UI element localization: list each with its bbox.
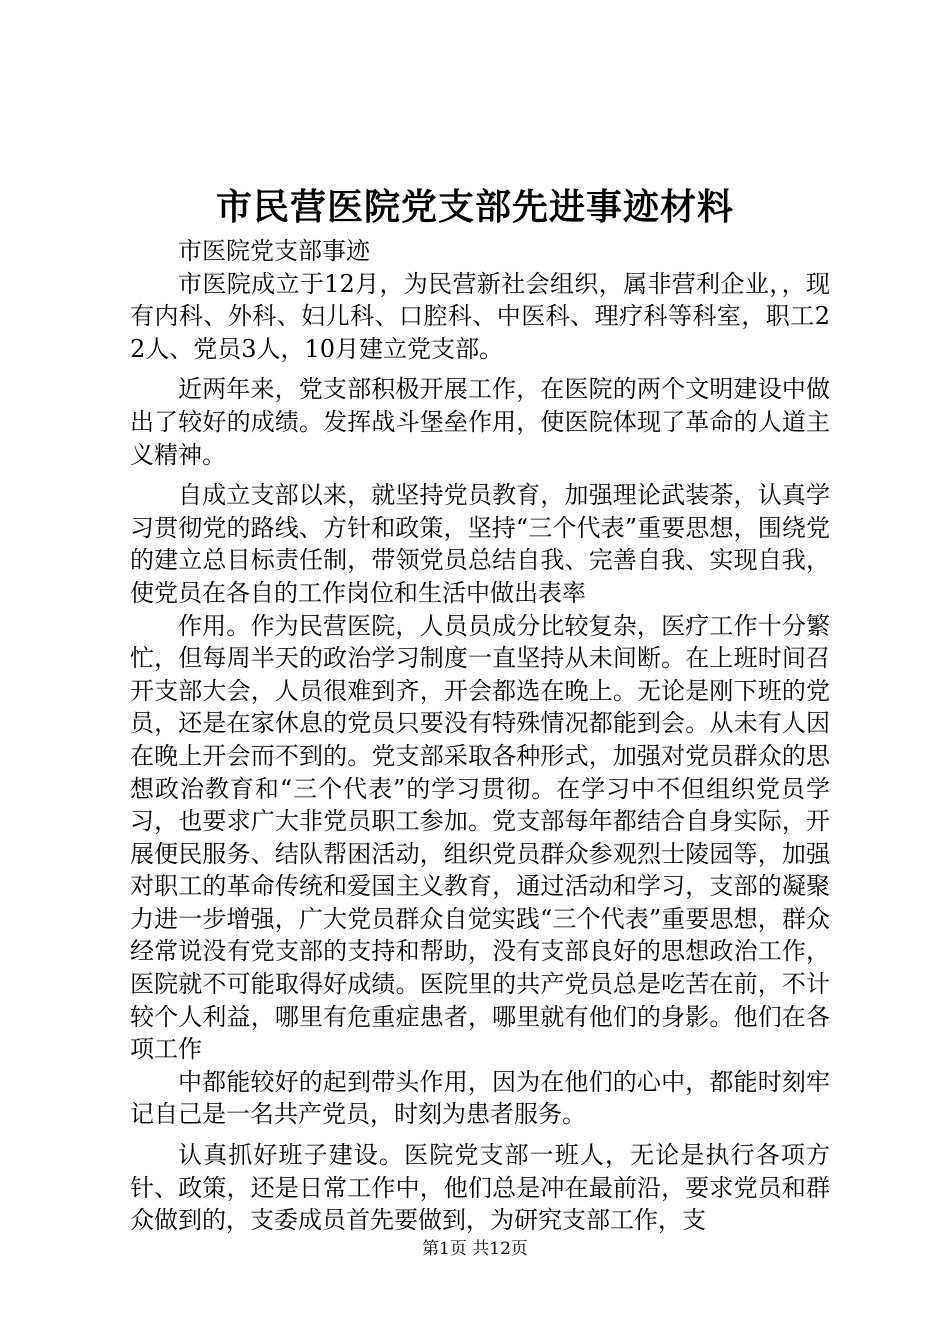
document-body bbox=[130, 235, 830, 1237]
paragraph: 认真抓好班子建设。医院党支部一班人，无论是执行各项方针、政策，还是日常工作中，他们总是冲在最前沿，要求党员和群众做到的，支委成员首先要做到，为研究支部工作，支 bbox=[130, 1141, 830, 1235]
paragraph: 市医院成立于12月，为民营新社会组织，属非营利企业，，现有内科、外科、妇儿科、口腔科、中医科、理疗科等科室，职工22人、党员3人，10月建立党支部。 bbox=[130, 269, 830, 363]
paragraph-heading: 市医院党支部事迹 bbox=[178, 237, 370, 265]
paragraph: 近两年来，党支部积极开展工作，在医院的两个文明建设中做出了较好的成绩。发挥战斗堡垒作用，使医院体现了革命的人道主义精神。 bbox=[130, 375, 830, 469]
page-number-footer: 第1页 共12页 bbox=[422, 1239, 528, 1259]
document-title: 市民营医院党支部先进事迹材料 bbox=[215, 186, 734, 228]
paragraph: 自成立支部以来，就坚持党员教育，加强理论武装荼，认真学习贯彻党的路线、方针和政策，坚持“三个代表”重要思想，围绕党的建立总目标责任制，带领党员总结自我、完善自我、实现自我，使党员在各自的工作岗位和生活中做出表率 bbox=[130, 481, 830, 607]
paragraph: 中都能较好的起到带头作用，因为在他们的心中，都能时刻牢记自己是一名共产党员，时刻为患者服务。 bbox=[130, 1067, 830, 1129]
paragraph: 作用。作为民营医院，人员员成分比较复杂，医疗工作十分繁忙，但每周半天的政治学习制度一直坚持从未间断。在上班时间召开支部大会，人员很难到齐，开会都选在晚上。无论是刚下班的党员，还是在家休息的党员只要没有特殊情况都能到会。从未有人因在晚上开会而不到的。党支部采取各种形式，加强对党员群众的思想政治教育和“三个代表”的学习贯彻。在学习中不但组织党员学习，也要求广大非党员职工参加。党支部每年都结合自身实际，开展便民服务、结队帮困活动，组织党员群众参观烈士陵园等，加强对职工的革命传统和爱国主义教育，通过活动和学习，支部的凝聚力进一步增强，广大党员群众自觉实践“三个代表”重要思想，群众经常说没有党支部的支持和帮助，没有支部良好的思想政治工作，医院就不可能取得好成绩。医院里的共产党员总是吃苦在前，不计较个人利益，哪里有危重症患者，哪里就有他们的身影。他们在各项工作 bbox=[130, 611, 830, 1064]
